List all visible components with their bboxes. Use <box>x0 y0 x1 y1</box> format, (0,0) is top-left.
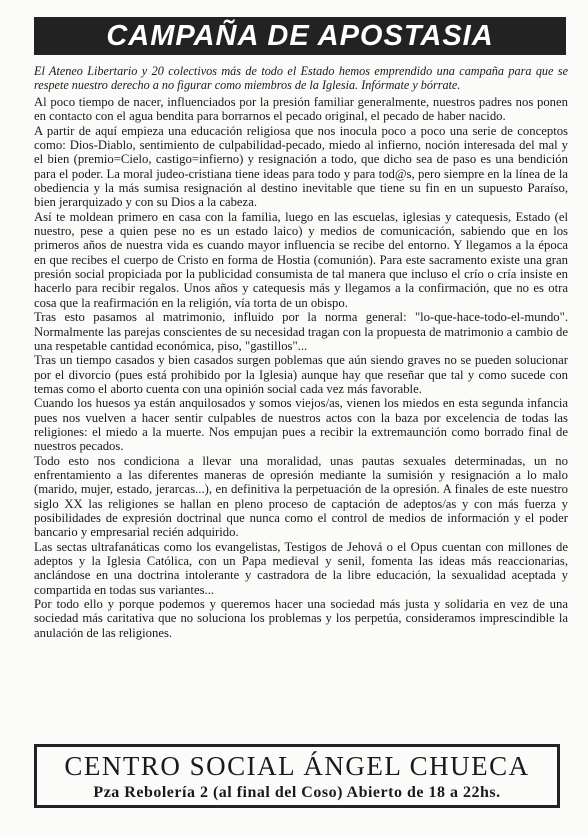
article-body <box>34 95 568 640</box>
paragraph: Al poco tiempo de nacer, influenciados por la presión familiar generalmente, nuestros padres nos ponen en contacto con el agua bendita para borrarnos el pecado original, el pecado de haber nacido. <box>34 95 568 124</box>
footer-info: Pza Rebolería 2 (al final del Coso) Abierto de 18 a 22hs. <box>93 784 501 801</box>
paragraph: Todo esto nos condiciona a llevar una moralidad, unas pautas sexuales determinadas, un no enfrentamiento a las diferentes maneras de opresión mediante la sumisión y resignación a lo malo (marido, mujer, estado, jerarcas...), en definitiva la perpetuación de la opresión. A finales de este nuestro siglo XX las religiones se hallan en pleno proceso de captación de adeptos/as y con más fuerza y posibilidades de expresión doctrinal que nunca como el control de medios de información y el poder bancario y empresarial recién adquirido. <box>34 453 568 540</box>
paragraph: Cuando los huesos ya están anquilosados y somos viejos/as, vienen los miedos en esta segunda infancia pues nos vuelven a hacer sentir culpables de nuestros actos con la baza por excelencia de todas las religiones: el miedo a la muerte. Nos empujan pues a recibir la extremaunción como borrado final de nuestros pecados. <box>34 396 568 454</box>
paragraph: Tras esto pasamos al matrimonio, influido por la norma general: "lo-que-hace-todo-el-mundo". Normalmente las parejas conscientes de su necesidad tragan con la propuesta de matrimonio a cambio de una respetable cantidad económica, piso, "gastillos"... <box>34 310 568 353</box>
paragraph: Así te moldean primero en casa con la familia, luego en las escuelas, iglesias y catequesis, Estado (el nuestro, pese a quien pese no es un estado laico) y medios de comunicación, sabiendo que en los primeros años de nuestra vida es cuando mayor influencia se recibe del entorno. Y llegamos a la época en que recibes el cuerpo de Cristo en forma de Hostia (comunión). Para este sacramento existe una gran presión social propiciada por la publicidad consumista de tal manera que incluso el crío o cría insiste en hacerlo para recibir regalos. Unos años y catequesis más y llegamos a la confirmación, que no es otra cosa que la reafirmación en la religión, vía torta de un obispo. <box>34 209 568 310</box>
title-banner <box>34 17 566 55</box>
paragraph: Por todo ello y porque podemos y queremos hacer una sociedad más justa y solidaria en vez de una sociedad más caritativa que no soluciona los problemas y los perpetúa, consideramos imprescindible la anulación de las religiones. <box>34 597 568 640</box>
intro-text: El Ateneo Libertario y 20 colectivos más de todo el Estado hemos emprendido una campaña para que se respete nuestro derecho a no figurar como miembros de la Iglesia. Infórmate y bórrate. <box>34 64 568 93</box>
footer-title: CENTRO SOCIAL ÁNGEL CHUECA <box>64 751 530 781</box>
paragraph: Tras un tiempo casados y bien casados surgen poblemas que aún siendo graves no se pueden solucionar por el divorcio (pues está prohibido por la Iglesia) aunque hay que reseñar que tal y como sucede con temas como el aborto cuenta con una opinión social cada vez más favorable. <box>34 353 568 396</box>
paragraph: A partir de aquí empieza una educación religiosa que nos inocula poco a poco una serie de conceptos como: Dios-Diablo, sentimiento de culpabilidad-pecado, miedo al infierno, noción interesada del mal y el bien (premio=Cielo, castigo=infierno) y resignación a todo, que dicho sea de paso es una bendición para el poder. La moral judeo-cristiana tiene ideas para todo y para tod@s, pero siempre en la línea de la obediencia y la más sumisa resignación al destino inevitable que tiene su fin en un supuesto Paraíso, bien jerarquizado y con su Dios a la cabeza. <box>34 123 568 210</box>
paragraph: Las sectas ultrafanáticas como los evangelistas, Testigos de Jehová o el Opus cuentan con millones de adeptos y la Iglesia Católica, con un Papa medieval y senil, fomenta las ideas más reaccionarias, anclándose en una doctrina intolerante y castradora de la libre educación, la sexualidad aceptada y compartida en todas sus variantes... <box>34 539 568 597</box>
page-title: CAMPAÑA DE APOSTASIA <box>106 19 494 52</box>
footer-box <box>34 744 560 808</box>
